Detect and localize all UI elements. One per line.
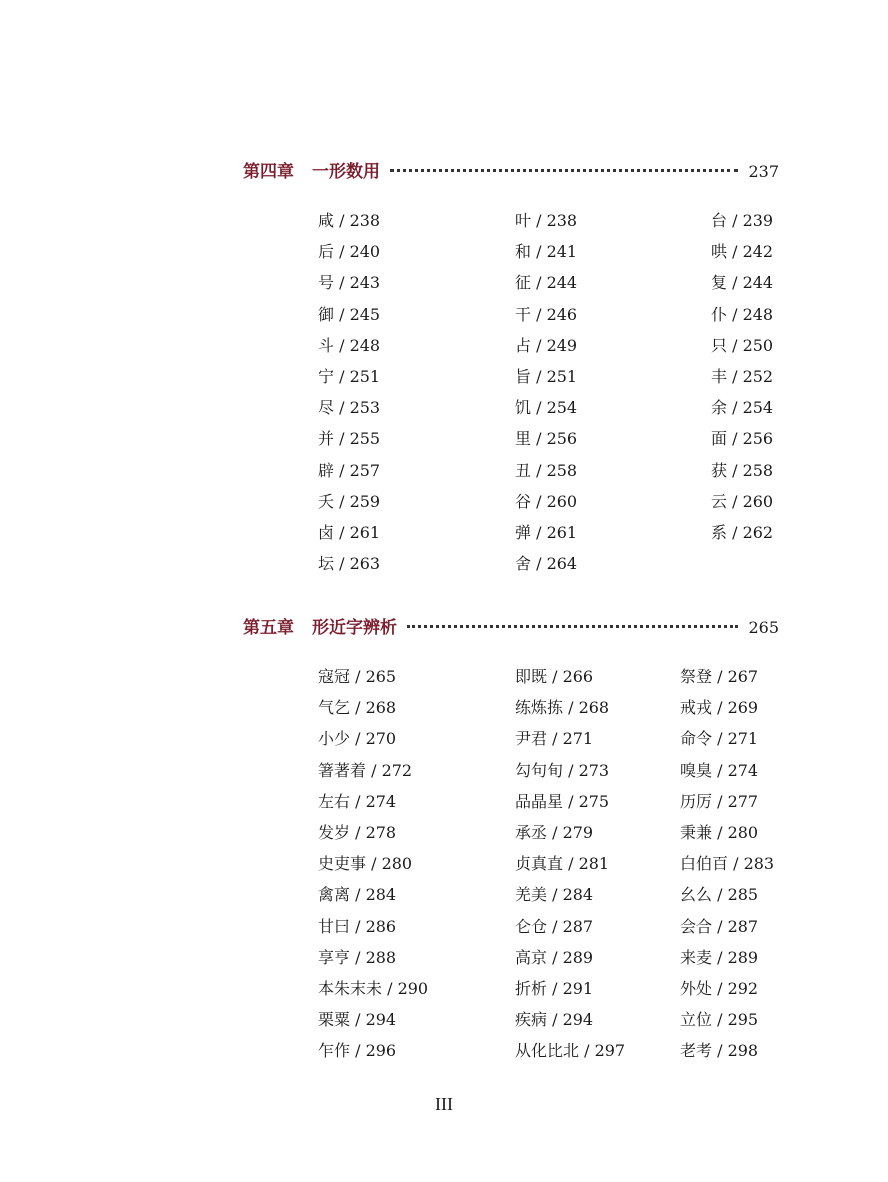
toc-entry: 旨 / 251 [515, 366, 578, 386]
entry-column [515, 661, 625, 1066]
toc-entry: 承丞 / 279 [515, 822, 594, 842]
toc-entry: 尽 / 253 [318, 398, 381, 418]
toc-entry: 会合 / 287 [680, 916, 759, 936]
chapter-heading-5 [243, 613, 779, 638]
toc-entry: 箸著着 / 272 [318, 760, 413, 780]
toc-entry: 羌美 / 284 [515, 885, 594, 905]
toc-entry: 坛 / 263 [318, 554, 381, 574]
toc-entry: 后 / 240 [318, 242, 381, 262]
toc-entry: 台 / 239 [711, 211, 774, 230]
chapter-title: 形近字辨析 [312, 618, 397, 638]
entry-column [680, 661, 774, 1066]
toc-entry: 嗅臭 / 274 [680, 760, 759, 780]
dot-leader [407, 625, 738, 628]
toc-entry: 发岁 / 278 [318, 822, 397, 842]
toc-entry: 白伯百 / 283 [680, 854, 775, 874]
toc-entry: 辟 / 257 [318, 460, 381, 480]
toc-entry: 高京 / 289 [515, 947, 594, 967]
toc-entry: 仆 / 248 [711, 304, 774, 324]
toc-entry: 丑 / 258 [515, 460, 578, 480]
toc-entry: 外处 / 292 [680, 978, 759, 998]
toc-entry: 即既 / 266 [515, 667, 594, 686]
toc-entry: 本朱末未 / 290 [318, 978, 429, 998]
chapter-heading-4 [243, 157, 779, 182]
toc-entry: 占 / 249 [515, 335, 578, 355]
toc-entry: 甘曰 / 286 [318, 916, 397, 936]
chapter-page-number: 265 [748, 618, 779, 637]
toc-entry: 练炼拣 / 268 [515, 698, 610, 718]
toc-entry: 斗 / 248 [318, 335, 381, 355]
toc-entry: 舍 / 264 [515, 554, 578, 574]
toc-entry: 小少 / 270 [318, 729, 397, 749]
toc-entry: 从化比北 / 297 [515, 1041, 626, 1061]
toc-entry: 来麦 / 289 [680, 947, 759, 967]
toc-entry: 余 / 254 [711, 398, 774, 418]
toc-entry: 寇冠 / 265 [318, 667, 397, 686]
toc-entry: 祭登 / 267 [680, 667, 759, 686]
toc-entry: 折析 / 291 [515, 978, 594, 998]
toc-entry: 幺么 / 285 [680, 885, 759, 905]
toc-entry: 哄 / 242 [711, 242, 774, 262]
toc-entry: 乍作 / 296 [318, 1041, 397, 1061]
toc-entry: 叶 / 238 [515, 211, 578, 230]
toc-entry: 弹 / 261 [515, 522, 578, 542]
toc-entry: 征 / 244 [515, 273, 578, 293]
toc-entry: 贞真直 / 281 [515, 854, 610, 874]
toc-entry: 秉兼 / 280 [680, 822, 759, 842]
toc-entry: 号 / 243 [318, 273, 381, 293]
entry-column [318, 205, 380, 579]
toc-entry: 疾病 / 294 [515, 1010, 594, 1030]
dot-leader [390, 169, 738, 172]
toc-entry: 戒戎 / 269 [680, 698, 759, 718]
toc-entry: 禽离 / 284 [318, 885, 397, 905]
toc-entry: 立位 / 295 [680, 1010, 759, 1030]
toc-entry: 气乞 / 268 [318, 698, 397, 718]
toc-entry: 干 / 246 [515, 304, 578, 324]
toc-entry: 卤 / 261 [318, 522, 381, 542]
toc-entry: 仑仓 / 287 [515, 916, 594, 936]
toc-entry: 栗粟 / 294 [318, 1010, 397, 1030]
toc-entry: 历厉 / 277 [680, 791, 759, 811]
chapter-number: 第五章 [243, 618, 294, 638]
toc-entry: 尹君 / 271 [515, 729, 594, 749]
toc-entry: 夭 / 259 [318, 491, 381, 511]
toc-entry: 系 / 262 [711, 522, 774, 542]
toc-entry: 勾句旬 / 273 [515, 760, 610, 780]
toc-entry: 云 / 260 [711, 491, 774, 511]
chapter-page-number: 237 [748, 162, 779, 181]
toc-entry: 左右 / 274 [318, 791, 397, 811]
toc-entry: 命令 / 271 [680, 729, 759, 749]
entry-column [711, 205, 773, 548]
toc-entry: 享亨 / 288 [318, 947, 397, 967]
toc-entry: 丰 / 252 [711, 366, 774, 386]
toc-entry: 咸 / 238 [318, 211, 381, 230]
toc-entry: 饥 / 254 [515, 398, 578, 418]
chapter-title: 一形数用 [312, 162, 380, 182]
toc-entry: 获 / 258 [711, 460, 774, 480]
toc-entry: 史吏事 / 280 [318, 854, 413, 874]
chapter-number: 第四章 [243, 162, 294, 182]
page-number: III [435, 1094, 453, 1114]
toc-entry: 面 / 256 [711, 429, 774, 449]
toc-entry: 复 / 244 [711, 273, 774, 293]
toc-entry: 御 / 245 [318, 304, 381, 324]
toc-entry: 只 / 250 [711, 335, 774, 355]
entry-column [318, 661, 428, 1066]
toc-entry: 老考 / 298 [680, 1041, 759, 1061]
toc-entry: 谷 / 260 [515, 491, 578, 511]
toc-entry: 品晶星 / 275 [515, 791, 610, 811]
toc-entry: 里 / 256 [515, 429, 578, 449]
toc-entry: 宁 / 251 [318, 366, 381, 386]
toc-entry: 并 / 255 [318, 429, 381, 449]
toc-entry: 和 / 241 [515, 242, 578, 262]
entry-column [515, 205, 577, 579]
